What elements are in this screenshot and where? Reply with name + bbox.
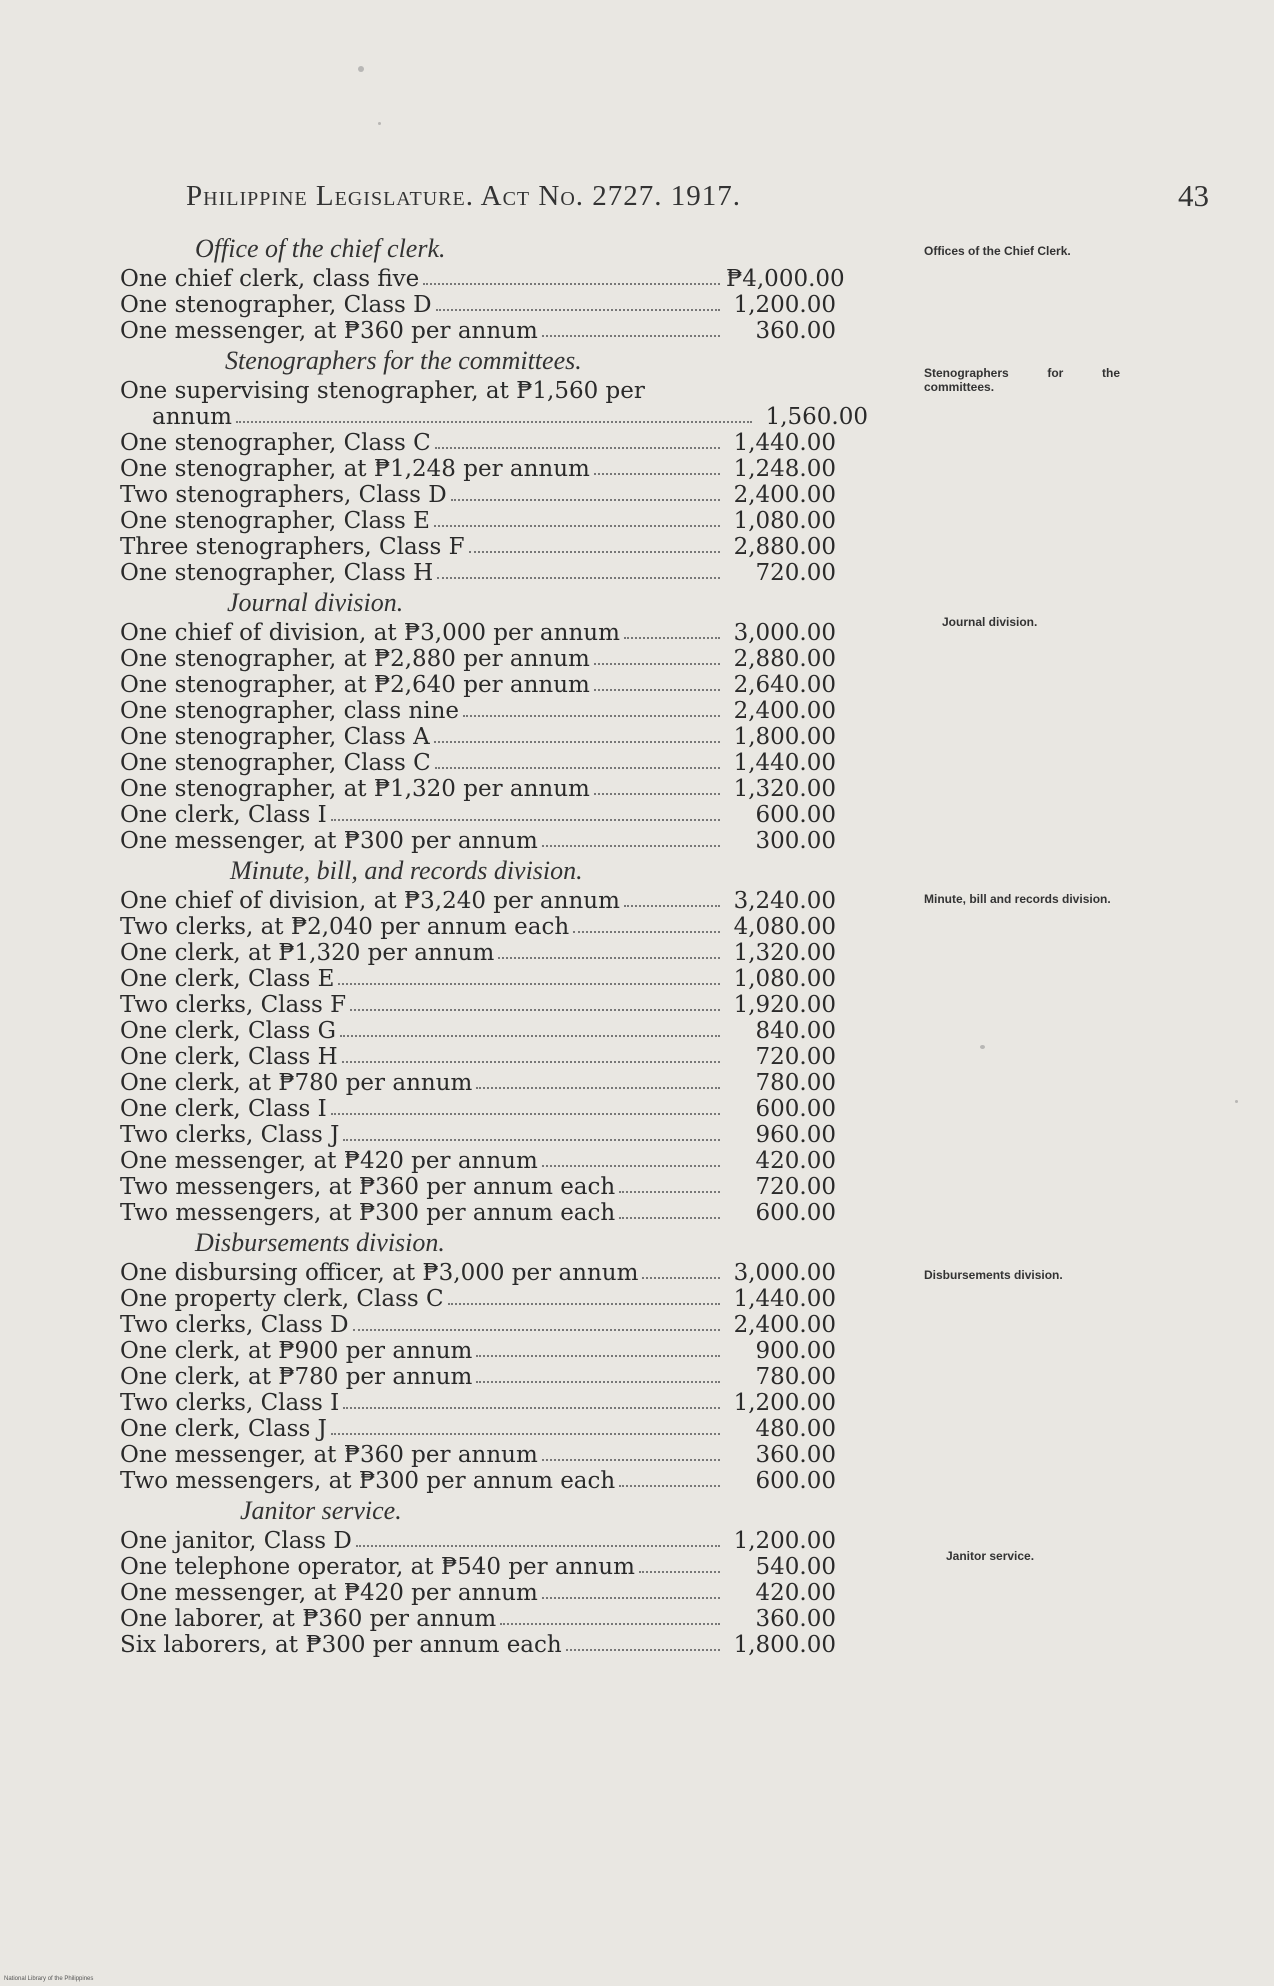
list-item xyxy=(120,750,920,776)
list-item xyxy=(120,914,920,940)
item-text: Two clerks, Class I xyxy=(120,1390,340,1416)
item-amount: 960.00 xyxy=(755,1122,836,1148)
scan-speck xyxy=(358,66,364,72)
list-item xyxy=(120,1096,920,1122)
item-text: Two messengers, at ₱300 per annum each xyxy=(120,1468,616,1494)
item-amount: 1,920.00 xyxy=(733,992,836,1018)
item-text: One stenographer, Class E xyxy=(120,508,430,534)
item-amount: 3,000.00 xyxy=(733,1260,836,1286)
item-amount: 1,200.00 xyxy=(733,1390,836,1416)
list-item xyxy=(120,620,920,646)
item-amount: 1,440.00 xyxy=(733,430,836,456)
item-amount: 1,248.00 xyxy=(733,456,836,482)
list-item xyxy=(120,1632,920,1658)
item-text: Two clerks, Class J xyxy=(120,1122,340,1148)
list-item xyxy=(120,1174,920,1200)
item-amount: ₱4,000.00 xyxy=(726,266,845,292)
list-item xyxy=(120,318,920,344)
list-item xyxy=(120,1606,920,1632)
item-text: One clerk, Class I xyxy=(120,802,327,828)
item-text: One disbursing officer, at ₱3,000 per annum xyxy=(120,1260,639,1286)
list-item xyxy=(120,1044,920,1070)
list-item xyxy=(120,292,920,318)
item-text: One stenographer, Class C xyxy=(120,430,431,456)
item-amount: 600.00 xyxy=(755,1468,836,1494)
item-text: One stenographer, Class H xyxy=(120,560,434,586)
item-amount: 1,440.00 xyxy=(733,750,836,776)
item-text: One clerk, at ₱780 per annum xyxy=(120,1364,473,1390)
item-text: One telephone operator, at ₱540 per annum xyxy=(120,1554,635,1580)
item-amount: 840.00 xyxy=(755,1018,836,1044)
section-title-minute-bill-records-division: Minute, bill, and records division. xyxy=(230,856,583,885)
item-amount: 2,880.00 xyxy=(733,534,836,560)
scan-speck xyxy=(1235,1100,1238,1103)
page-header: Philippine Legislature. Act No. 2727. 1917. xyxy=(186,180,742,212)
item-amount: 3,240.00 xyxy=(733,888,836,914)
item-amount: 480.00 xyxy=(755,1416,836,1442)
section-title-journal-division: Journal division. xyxy=(227,588,404,617)
item-text: One messenger, at ₱420 per annum xyxy=(120,1580,538,1606)
item-text: One clerk, at ₱1,320 per annum xyxy=(120,940,495,966)
item-amount: 2,400.00 xyxy=(733,482,836,508)
list-item xyxy=(120,1554,920,1580)
item-amount: 1,560.00 xyxy=(765,404,868,430)
list-item xyxy=(120,646,920,672)
item-amount: 780.00 xyxy=(755,1364,836,1390)
item-amount: 1,800.00 xyxy=(733,724,836,750)
list-item xyxy=(120,1200,920,1226)
list-item xyxy=(120,1260,920,1286)
list-item xyxy=(120,1148,920,1174)
list-item xyxy=(120,1528,920,1554)
item-text: One laborer, at ₱360 per annum xyxy=(120,1606,497,1632)
item-amount: 420.00 xyxy=(755,1580,836,1606)
item-text: One chief of division, at ₱3,240 per annum xyxy=(120,888,620,914)
item-text: One stenographer, at ₱2,880 per annum xyxy=(120,646,590,672)
item-amount: 600.00 xyxy=(755,1096,836,1122)
list-item xyxy=(120,776,920,802)
item-amount: 1,080.00 xyxy=(733,508,836,534)
list-item xyxy=(120,1312,920,1338)
list-item xyxy=(120,430,920,456)
list-item xyxy=(120,672,920,698)
item-text: Six laborers, at ₱300 per annum each xyxy=(120,1632,562,1658)
item-text: One stenographer, at ₱2,640 per annum xyxy=(120,672,590,698)
list-item xyxy=(120,724,920,750)
item-text: One clerk, Class I xyxy=(120,1096,327,1122)
list-item xyxy=(120,1070,920,1096)
list-item xyxy=(120,560,920,586)
item-text: One messenger, at ₱360 per annum xyxy=(120,1442,538,1468)
item-text: Two clerks, at ₱2,040 per annum each xyxy=(120,914,570,940)
item-amount: 4,080.00 xyxy=(733,914,836,940)
scan-speck xyxy=(980,1045,985,1049)
item-amount: 720.00 xyxy=(755,1044,836,1070)
item-amount: 2,640.00 xyxy=(733,672,836,698)
item-text: One stenographer, Class A xyxy=(120,724,430,750)
item-text: One stenographer, class nine xyxy=(120,698,460,724)
section-title-office-of-chief-clerk: Office of the chief clerk. xyxy=(195,234,446,263)
list-item xyxy=(120,1442,920,1468)
item-text: One messenger, at ₱300 per annum xyxy=(120,828,538,854)
item-amount: 360.00 xyxy=(755,318,836,344)
footer-credit: National Library of the Philippines xyxy=(4,1976,94,1982)
item-amount: 720.00 xyxy=(755,1174,836,1200)
item-text: annum xyxy=(152,404,232,430)
section-title-janitor-service: Janitor service. xyxy=(240,1496,402,1525)
item-amount: 720.00 xyxy=(755,560,836,586)
item-text: One property clerk, Class C xyxy=(120,1286,444,1312)
item-amount: 1,200.00 xyxy=(733,292,836,318)
section-title-disbursements-division: Disbursements division. xyxy=(195,1228,445,1257)
item-amount: 1,440.00 xyxy=(733,1286,836,1312)
list-item xyxy=(120,940,920,966)
item-text: One janitor, Class D xyxy=(120,1528,352,1554)
list-item xyxy=(120,534,920,560)
list-item xyxy=(120,1390,920,1416)
item-amount: 1,200.00 xyxy=(733,1528,836,1554)
margin-note-stenographers: Stenographers for the committees. xyxy=(924,366,1120,394)
list-item xyxy=(120,1338,920,1364)
list-item xyxy=(120,992,920,1018)
margin-note-disbursements: Disbursements division. xyxy=(924,1268,1063,1282)
item-amount: 1,320.00 xyxy=(733,940,836,966)
list-item xyxy=(120,266,920,292)
list-item xyxy=(120,1580,920,1606)
item-text: One stenographer, at ₱1,248 per annum xyxy=(120,456,590,482)
item-text: One stenographer, at ₱1,320 per annum xyxy=(120,776,590,802)
item-text: Two stenographers, Class D xyxy=(120,482,447,508)
item-amount: 600.00 xyxy=(755,802,836,828)
item-text: One clerk, Class E xyxy=(120,966,335,992)
item-amount: 420.00 xyxy=(755,1148,836,1174)
item-amount: 360.00 xyxy=(755,1606,836,1632)
item-text: One chief clerk, class five xyxy=(120,266,420,292)
item-amount: 2,400.00 xyxy=(733,1312,836,1338)
section-title-stenographers-for-committees: Stenographers for the committees. xyxy=(225,346,582,375)
list-item xyxy=(120,802,920,828)
list-item xyxy=(120,888,920,914)
item-amount: 3,000.00 xyxy=(733,620,836,646)
list-item xyxy=(120,404,920,430)
item-amount: 540.00 xyxy=(755,1554,836,1580)
list-item xyxy=(120,482,920,508)
list-item xyxy=(120,1364,920,1390)
margin-note-minute-bill-records: Minute, bill and records division. xyxy=(924,892,1111,906)
list-item xyxy=(120,1468,920,1494)
page-number: 43 xyxy=(1178,178,1209,213)
item-text: One clerk, at ₱780 per annum xyxy=(120,1070,473,1096)
margin-note-chief-clerk: Offices of the Chief Clerk. xyxy=(924,244,1071,258)
item-text: One stenographer, Class D xyxy=(120,292,432,318)
list-item xyxy=(120,378,920,404)
list-item xyxy=(120,1122,920,1148)
list-item xyxy=(120,966,920,992)
item-amount: 2,880.00 xyxy=(733,646,836,672)
item-amount: 1,320.00 xyxy=(733,776,836,802)
item-text: One chief of division, at ₱3,000 per annum xyxy=(120,620,620,646)
item-text: Three stenographers, Class F xyxy=(120,534,465,560)
list-item xyxy=(120,828,920,854)
item-text: One clerk, Class G xyxy=(120,1018,336,1044)
item-text: Two messengers, at ₱300 per annum each xyxy=(120,1200,616,1226)
item-text: One clerk, Class H xyxy=(120,1044,338,1070)
list-item xyxy=(120,1018,920,1044)
item-text: One stenographer, Class C xyxy=(120,750,431,776)
list-item xyxy=(120,1286,920,1312)
item-text: Two clerks, Class F xyxy=(120,992,347,1018)
item-text: Two clerks, Class D xyxy=(120,1312,349,1338)
scan-speck xyxy=(378,122,381,125)
item-amount: 300.00 xyxy=(755,828,836,854)
list-item xyxy=(120,456,920,482)
margin-note-janitor: Janitor service. xyxy=(946,1549,1035,1563)
appropriation-list xyxy=(120,232,920,1658)
list-item xyxy=(120,1416,920,1442)
item-text: One clerk, Class J xyxy=(120,1416,327,1442)
item-text: One supervising stenographer, at ₱1,560 per xyxy=(120,378,645,404)
item-text: One clerk, at ₱900 per annum xyxy=(120,1338,473,1364)
list-item xyxy=(120,508,920,534)
item-amount: 780.00 xyxy=(755,1070,836,1096)
item-text: One messenger, at ₱420 per annum xyxy=(120,1148,538,1174)
margin-note-journal: Journal division. xyxy=(942,615,1038,629)
item-amount: 600.00 xyxy=(755,1200,836,1226)
list-item xyxy=(120,698,920,724)
item-amount: 1,080.00 xyxy=(733,966,836,992)
item-amount: 900.00 xyxy=(755,1338,836,1364)
item-amount: 360.00 xyxy=(755,1442,836,1468)
item-text: Two messengers, at ₱360 per annum each xyxy=(120,1174,616,1200)
item-text: One messenger, at ₱360 per annum xyxy=(120,318,538,344)
item-amount: 2,400.00 xyxy=(733,698,836,724)
item-amount: 1,800.00 xyxy=(733,1632,836,1658)
